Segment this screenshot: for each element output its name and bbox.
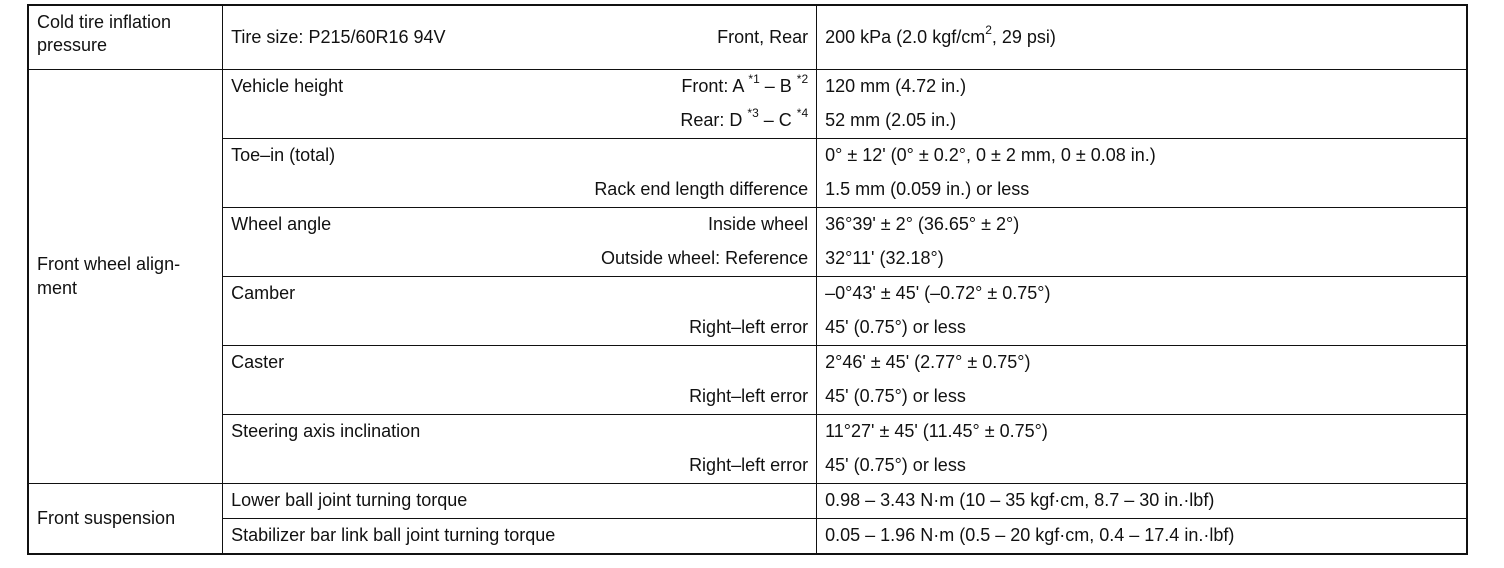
vehicle-height-rear-value: 52 mm (2.05 in.) xyxy=(825,110,957,131)
item-cell xyxy=(223,70,817,139)
camber-label: Camber xyxy=(231,283,296,304)
category-cell xyxy=(28,70,223,484)
camber-value: –0°43' ± 45' (–0.72° ± 0.75°) xyxy=(825,283,1051,304)
tire-size-label: Tire size: P215/60R16 94V xyxy=(231,26,446,47)
toe-in-value: 0° ± 12' (0° ± 0.2°, 0 ± 2 mm, 0 ± 0.08 in.) xyxy=(825,145,1156,166)
value-cell xyxy=(817,415,1467,484)
steering-error-label: Right–left error xyxy=(689,455,809,476)
vehicle-height-front-label: Front: A $^{*1}$ – B $^{*2}$ xyxy=(681,72,809,97)
value-cell xyxy=(817,139,1467,208)
toe-in-label: Toe–in (total) xyxy=(231,145,336,166)
table-row xyxy=(28,415,1467,484)
caster-value: 2°46' ± 45' (2.77° ± 0.75°) xyxy=(825,352,1031,373)
item-cell xyxy=(223,277,817,346)
category-front-suspension: Front suspension xyxy=(37,507,176,528)
item-cell xyxy=(223,208,817,277)
category-front-wheel-alignment: Front wheel align-ment xyxy=(37,254,181,298)
tire-pressure-value: 200 kPa (2.0 kgf/$cm^2$, 29 psi) xyxy=(825,22,1056,47)
category-cell xyxy=(28,484,223,555)
value-cell xyxy=(817,5,1467,70)
table-row xyxy=(28,139,1467,208)
lower-ball-joint-label: Lower ball joint turning torque xyxy=(231,490,468,511)
stabilizer-ball-joint-label: Stabilizer bar link ball joint turning torque xyxy=(231,525,556,546)
item-cell xyxy=(223,519,817,555)
camber-error-value: 45' (0.75°) or less xyxy=(825,317,966,338)
caster-label: Caster xyxy=(231,352,285,373)
category-cell xyxy=(28,5,223,70)
outside-wheel-value: 32°11' (32.18°) xyxy=(825,248,944,269)
category-tire-pressure: Cold tire inflation pressure xyxy=(37,12,172,56)
vehicle-height-rear-label: Rear: D $^{*3}$ – C $^{*4}$ xyxy=(680,106,809,131)
table-row xyxy=(28,346,1467,415)
steering-error-value: 45' (0.75°) or less xyxy=(825,455,966,476)
steering-axis-value: 11°27' ± 45' (11.45° ± 0.75°) xyxy=(825,421,1048,442)
rack-end-label: Rack end length difference xyxy=(594,179,809,200)
value-cell xyxy=(817,277,1467,346)
vehicle-height-front-value: 120 mm (4.72 in.) xyxy=(825,76,967,97)
rack-end-value: 1.5 mm (0.059 in.) or less xyxy=(825,179,1030,200)
camber-error-label: Right–left error xyxy=(689,317,809,338)
item-cell xyxy=(223,139,817,208)
item-cell xyxy=(223,484,817,519)
outside-wheel-label: Outside wheel: Reference xyxy=(601,248,809,269)
table-row xyxy=(28,208,1467,277)
value-cell xyxy=(817,484,1467,519)
item-cell xyxy=(223,415,817,484)
tire-position-label: Front, Rear xyxy=(717,26,809,47)
steering-axis-label: Steering axis inclination xyxy=(231,421,421,442)
item-cell xyxy=(223,5,817,70)
value-cell xyxy=(817,70,1467,139)
item-cell xyxy=(223,346,817,415)
inside-wheel-value: 36°39' ± 2° (36.65° ± 2°) xyxy=(825,214,1020,235)
table-row xyxy=(28,519,1467,555)
table-row xyxy=(28,5,1467,70)
lower-ball-joint-value: 0.98 – 3.43 N·m (10 – 35 kgf·cm, 8.7 – 30 in.·lbf) xyxy=(825,490,1215,511)
table-row xyxy=(28,70,1467,139)
vehicle-height-label: Vehicle height xyxy=(231,76,344,97)
caster-error-value: 45' (0.75°) or less xyxy=(825,386,966,407)
value-cell xyxy=(817,346,1467,415)
caster-error-label: Right–left error xyxy=(689,386,809,407)
specification-table xyxy=(27,4,1468,555)
value-cell xyxy=(817,208,1467,277)
table-row xyxy=(28,277,1467,346)
value-cell xyxy=(817,519,1467,555)
wheel-angle-label: Wheel angle xyxy=(231,214,332,235)
inside-wheel-label: Inside wheel xyxy=(708,214,809,235)
table-row xyxy=(28,484,1467,519)
stabilizer-ball-joint-value: 0.05 – 1.96 N·m (0.5 – 20 kgf·cm, 0.4 – 17.4 in.·lbf) xyxy=(825,525,1235,546)
